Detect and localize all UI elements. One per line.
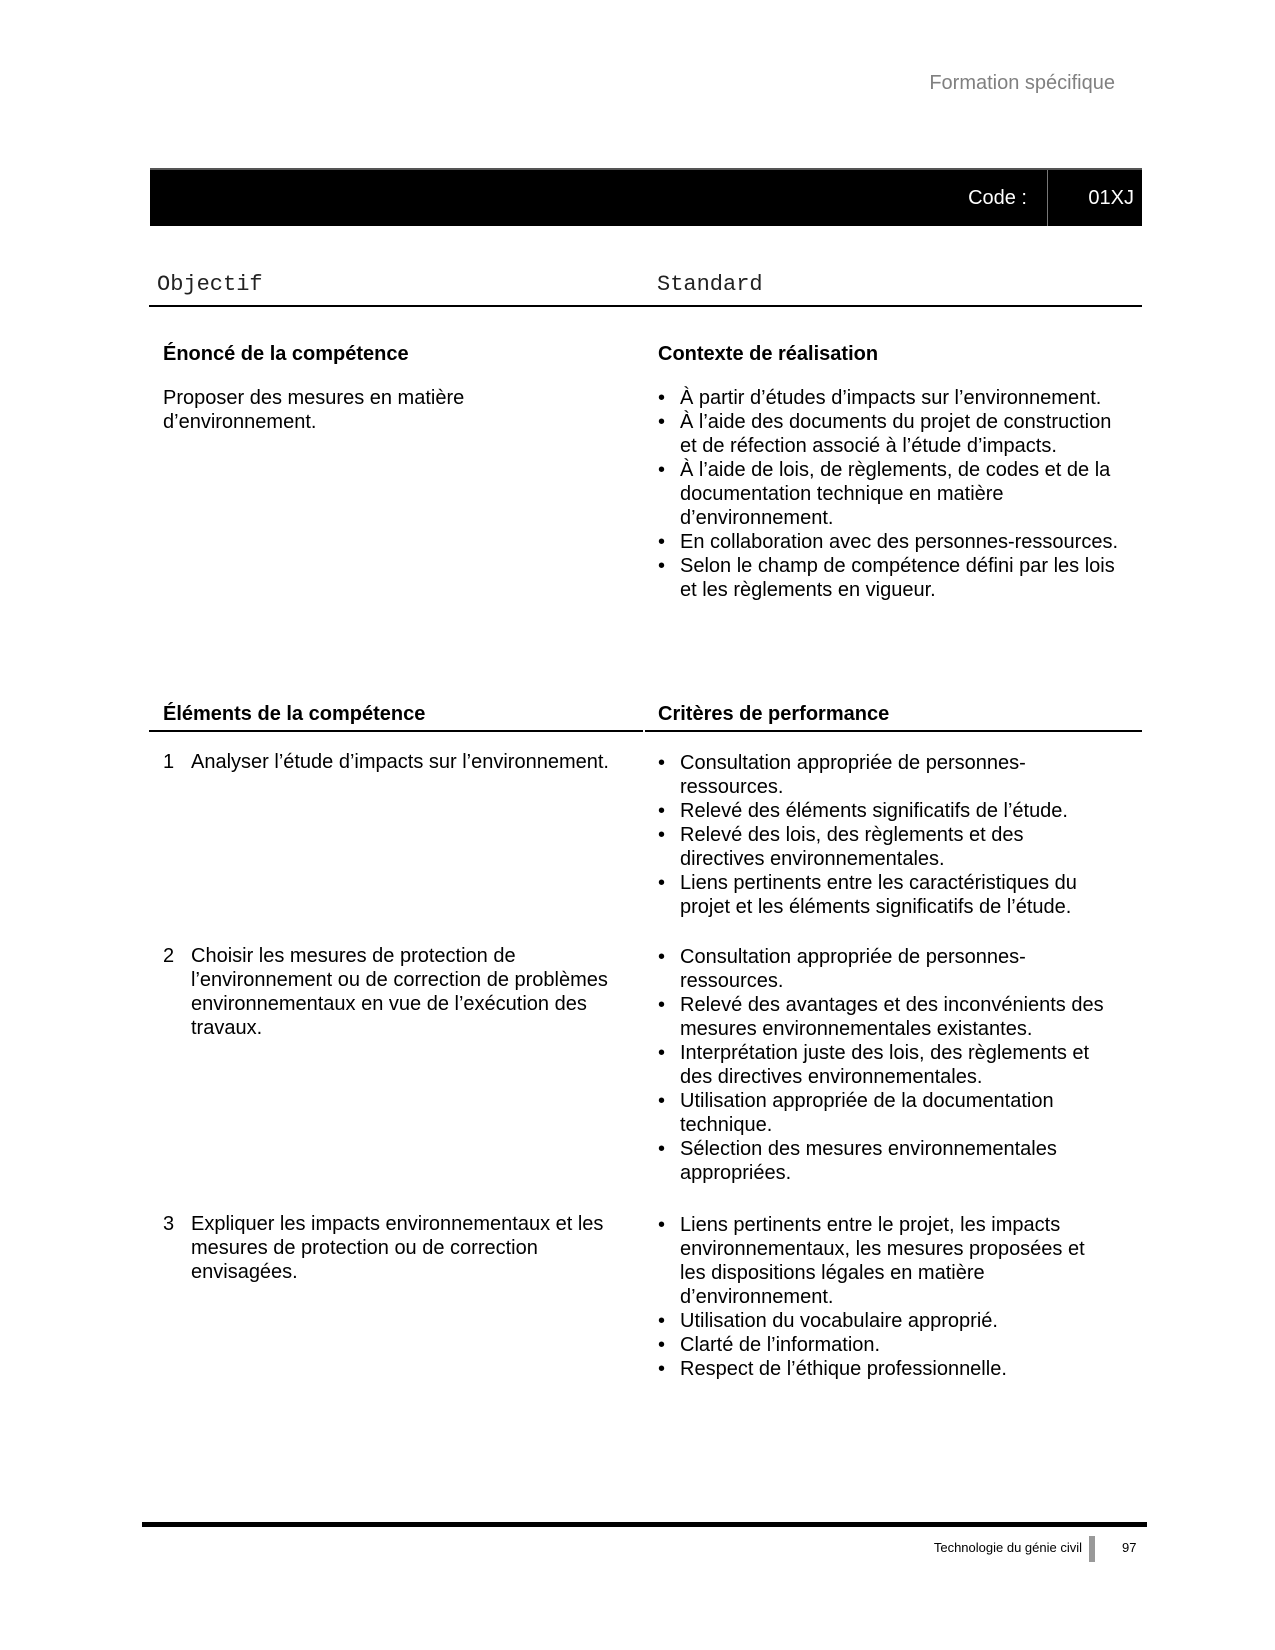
- criteria-item: • Relevé des avantages et des inconvénients des mesures environnementales existantes.: [658, 993, 1120, 1041]
- element-3: [163, 1212, 633, 1284]
- contexte-heading: Contexte de réalisation: [658, 343, 879, 365]
- contexte-item: • À partir d’études d’impacts sur l’environnement.: [658, 386, 1120, 410]
- criteria-item: • Interprétation juste des lois, des règlements et des directives environnementales.: [658, 1041, 1120, 1089]
- criteria-item: • Utilisation appropriée de la documentation technique.: [658, 1089, 1120, 1137]
- criteria-item: • Respect de l’éthique professionnelle.: [658, 1357, 1108, 1381]
- code-label: Code :: [968, 187, 1027, 209]
- criteres-heading: Critères de performance: [658, 703, 890, 725]
- element-number: 2: [163, 945, 175, 967]
- contexte-item: • À l’aide des documents du projet de construction et de réfection associé à l’étude d’impacts.: [658, 410, 1120, 458]
- contexte-list: [658, 386, 1120, 602]
- element-text: Expliquer les impacts environnementaux et les mesures de protection ou de correction envisagées.: [191, 1213, 604, 1283]
- criteria-list: [658, 945, 1120, 1185]
- criteria-item: • Liens pertinents entre le projet, les impacts environnementaux, les mesures proposées et les dispositions légales en matière d’environnement.: [658, 1213, 1108, 1309]
- element-number: 3: [163, 1213, 175, 1235]
- divider-left: [149, 730, 643, 732]
- divider-right: [645, 730, 1142, 732]
- code-value: 01XJ: [1088, 187, 1134, 209]
- contexte-item: • À l’aide de lois, de règlements, de codes et de la documentation technique en matière d’environnement.: [658, 458, 1120, 530]
- criteria-2: [658, 945, 1120, 1185]
- enonce-text: Proposer des mesures en matière d’environnement.: [163, 387, 465, 433]
- element-text: Choisir les mesures de protection de l’environnement ou de correction de problèmes environnementaux en vue de l’exécution des travaux.: [191, 945, 608, 1039]
- code-bar: [150, 168, 1142, 226]
- contexte-item: • Selon le champ de compétence défini par les lois et les règlements en vigueur.: [658, 554, 1120, 602]
- footer-separator: [1089, 1536, 1095, 1562]
- elements-heading: Éléments de la compétence: [163, 703, 426, 725]
- criteria-3: [658, 1213, 1108, 1381]
- criteria-item: • Clarté de l’information.: [658, 1333, 1108, 1357]
- element-2: [163, 944, 633, 1040]
- criteria-list: [658, 751, 1108, 919]
- criteria-item: • Relevé des éléments significatifs de l’étude.: [658, 799, 1108, 823]
- criteria-item: • Sélection des mesures environnementales appropriées.: [658, 1137, 1120, 1185]
- footer-rule: [142, 1522, 1147, 1527]
- criteria-list: [658, 1213, 1108, 1381]
- element-1: [163, 750, 633, 774]
- elements-criteria-headings: [149, 703, 1142, 732]
- footer-program-title: Technologie du génie civil: [933, 1540, 1082, 1555]
- code-separator: [1047, 170, 1048, 226]
- element-text: Analyser l’étude d’impacts sur l’environnement.: [191, 751, 609, 773]
- page-number: 97: [1122, 1540, 1137, 1555]
- criteria-item: • Consultation appropriée de personnes-ressources.: [658, 751, 1108, 799]
- criteria-item: • Utilisation du vocabulaire approprié.: [658, 1309, 1108, 1333]
- enonce-section: [163, 343, 633, 434]
- element-number: 1: [163, 751, 175, 773]
- objectif-heading: Objectif: [157, 272, 263, 297]
- section-headings: [149, 272, 1142, 307]
- criteria-1: [658, 751, 1108, 919]
- enonce-heading: Énoncé de la compétence: [163, 343, 409, 365]
- contexte-section: [658, 343, 1120, 602]
- criteria-item: • Consultation appropriée de personnes-ressources.: [658, 945, 1120, 993]
- standard-heading: Standard: [657, 272, 763, 297]
- criteria-item: • Relevé des lois, des règlements et des directives environnementales.: [658, 823, 1108, 871]
- criteria-item: • Liens pertinents entre les caractéristiques du projet et les éléments significatifs de l’étude.: [658, 871, 1108, 919]
- contexte-item: • En collaboration avec des personnes-ressources.: [658, 530, 1120, 554]
- running-header-title: Formation spécifique: [929, 72, 1115, 94]
